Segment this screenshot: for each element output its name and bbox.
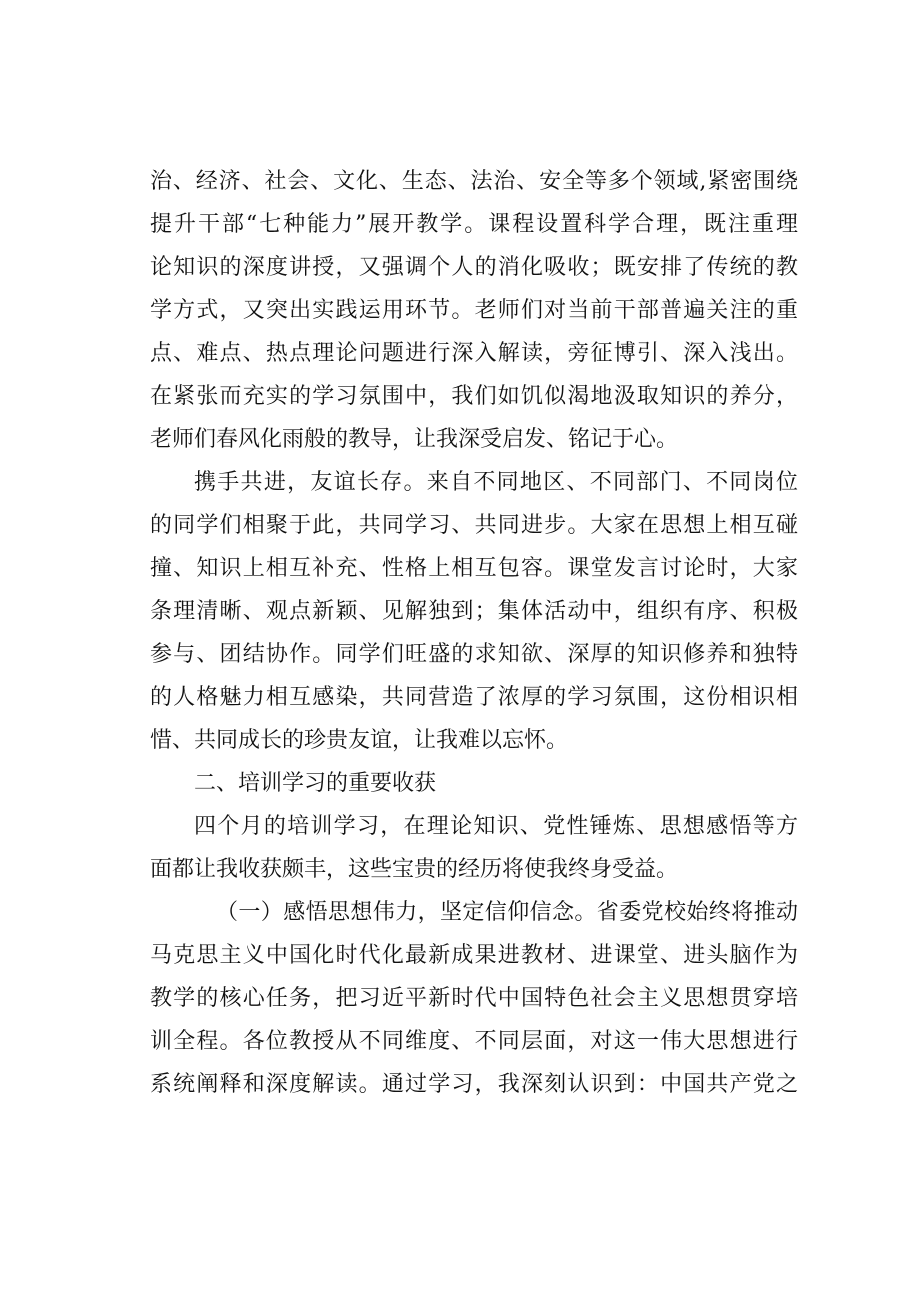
- text-line: 惜、共同成长的珍贵友谊，让我难以忘怀。: [150, 728, 569, 753]
- text-line: 四个月的培训学习，在理论知识、党性锤炼、思想感悟等方: [194, 814, 798, 839]
- text-line: 学方式，又突出实践运用环节。老师们对当前干部普遍关注的重: [150, 298, 798, 323]
- text-line: 在紧张而充实的学习氛围中，我们如饥似渴地汲取知识的养分，: [150, 384, 798, 409]
- text-line: 系统阐释和深度解读。通过学习，我深刻认识到：中国共产党之: [150, 1072, 798, 1097]
- text-line: 条理清晰、观点新颖、见解独到；集体活动中，组织有序、积极: [150, 599, 798, 624]
- text-line: 训全程。各位教授从不同维度、不同层面，对这一伟大思想进行: [150, 1029, 798, 1054]
- document-page: [150, 160, 798, 1106]
- text-line: 教学的核心任务，把习近平新时代中国特色社会主义思想贯穿培: [150, 986, 798, 1011]
- paragraph-teaching: [150, 160, 798, 461]
- paragraph-friendship: [150, 461, 798, 762]
- text-line: 的人格魅力相互感染，共同营造了浓厚的学习氛围，这份相识相: [150, 685, 798, 710]
- text-line: 参与、团结协作。同学们旺盛的求知欲、深厚的知识修养和独特: [150, 642, 798, 667]
- text-line: 提升干部“七种能力”展开教学。课程设置科学合理，既注重理: [150, 212, 798, 237]
- text-line: 论知识的深度讲授，又强调个人的消化吸收；既安排了传统的教: [150, 255, 798, 280]
- text-line: 的同学们相聚于此，共同学习、共同进步。大家在思想上相互碰: [150, 513, 798, 538]
- text-line: （一）感悟思想伟力，坚定信仰信念。省委党校始终将推动: [216, 900, 798, 925]
- text-line: 携手共进，友谊长存。来自不同地区、不同部门、不同岗位: [194, 470, 798, 495]
- text-line: 治、经济、社会、文化、生态、法治、安全等多个领域,紧密围绕: [150, 169, 798, 194]
- text-line: 撞、知识上相互补充、性格上相互包容。课堂发言讨论时，大家: [150, 556, 798, 581]
- paragraph-thought: [150, 891, 798, 1106]
- paragraph-summary: [150, 805, 798, 891]
- text-line: 面都让我收获颇丰，这些宝贵的经历将使我终身受益。: [150, 857, 679, 882]
- text-line: 点、难点、热点理论问题进行深入解读，旁征博引、深入浅出。: [150, 341, 798, 366]
- text-line: 老师们春风化雨般的教导，让我深受启发、铭记于心。: [150, 427, 679, 452]
- section-heading: 二、培训学习的重要收获: [194, 771, 437, 796]
- text-line: 马克思主义中国化时代化最新成果进教材、进课堂、进头脑作为: [150, 943, 798, 968]
